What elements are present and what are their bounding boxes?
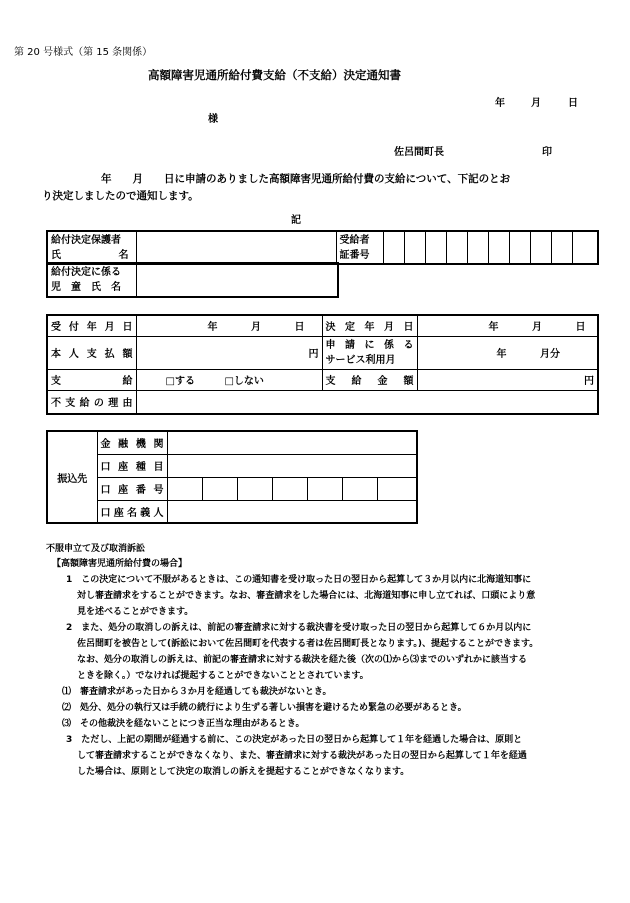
payment-choice [136,369,322,390]
date-day: 日 [568,98,578,109]
cert-digit[interactable] [383,231,404,264]
account-number-label: 口座番号 [97,477,167,500]
decision-date-label: 決定年月日 [322,315,417,336]
cert-digit[interactable] [467,231,488,264]
guardian-name-label: 給付決定保護者 氏 名 [47,231,136,264]
bank-label: 金融機関 [97,431,167,454]
date-month: 月 [531,98,541,109]
account-digit[interactable] [167,477,202,500]
note-item-2: ⑵ 処分、処分の執行又は手続の続行により生ずる著しい損害を避けるため緊急の必要があるとき。 [62,703,467,713]
child-name-field[interactable] [136,263,338,297]
received-date-label: 受付年月日 [47,315,136,336]
reason-field[interactable] [136,390,598,414]
notes-heading: 不服申立て及び取消訴訟 [46,544,146,554]
cert-digit[interactable] [509,231,530,264]
account-type-field[interactable] [167,454,417,477]
note-1-line-1: 1 この決定について不服があるときは、この通知書を受け取った日の翌日から起算して３か月以内に北海道知事に [66,575,532,585]
payment-yes-checkbox[interactable]: □する [165,376,195,387]
note-3-line-2: して審査請求することができなくなり、また、審査請求に対する裁決があった日の翌日から起算して１年を経過 [77,751,527,761]
note-1-line-3: 見を述べることができます。 [77,607,194,617]
payment-label: 支 給 [47,369,136,390]
transfer-label: 振込先 [47,431,97,523]
form-number: 第 20 号様式（第 15 条関係） [14,47,153,58]
account-holder-field[interactable] [167,500,417,523]
note-1-line-2: 対し審査請求をすることができます。なお、審査請求をした場合には、北海道知事に申し立てれば、口頭により意 [77,591,536,601]
account-digit[interactable] [342,477,377,500]
cert-digit[interactable] [488,231,509,264]
account-type-label: 口座種目 [97,454,167,477]
cert-digit[interactable] [446,231,467,264]
account-holder-label: 口座名義人 [97,500,167,523]
cert-digit[interactable] [530,231,551,264]
reason-label: 不支給の理由 [47,390,136,414]
account-digit[interactable] [307,477,342,500]
account-digit[interactable] [377,477,417,500]
guardian-name-field[interactable] [136,231,336,264]
bank-field[interactable] [167,431,417,454]
amount-label: 支給金額 [322,369,417,390]
intro-line-1: 年 月 日に申請のありました高額障害児通所給付費の支給について、下記のとお [101,173,511,185]
service-month-label: 申 請 に 係 る サービス利用月 [322,336,417,369]
cert-digit[interactable] [404,231,425,264]
account-digit[interactable] [272,477,307,500]
self-pay-field[interactable]: 円 [136,336,322,369]
addressee-suffix: 様 [208,114,218,125]
account-digit[interactable] [237,477,272,500]
payment-no-checkbox[interactable]: □しない [224,376,264,387]
ki-label: 記 [291,215,301,226]
recipient-cert-label: 受給者 証番号 [336,231,383,264]
service-month-field[interactable]: 年 月分 [417,336,598,369]
self-pay-label: 本人支払額 [47,336,136,369]
date-year: 年 [495,98,505,109]
note-2-line-2: 佐呂間町を被告として(訴訟において佐呂間町を代表する者は佐呂間町長となります。)、提起することができます。 [77,639,539,649]
account-digit[interactable] [202,477,237,500]
received-date-field[interactable]: 年 月 日 [136,315,322,336]
note-3-line-3: した場合は、原則として決定の取消しの訴えを提起することができなくなります。 [77,767,410,777]
child-table [46,262,339,298]
note-item-1: ⑴ 審査請求があった日から３か月を経過しても裁決がないとき。 [62,687,332,697]
decision-date-field[interactable]: 年 月 日 [417,315,598,336]
intro-line-2: り決定しましたので通知します。 [42,190,199,202]
transfer-table [46,430,418,524]
note-2-line-4: ときを除く。）でなければ提起することができないこととされています。 [77,671,369,681]
notes-subheading: 【高額障害児通所給付費の場合】 [52,559,188,569]
child-name-label: 給付決定に係る 児 童 氏 名 [47,263,136,297]
seal-mark: 印 [542,147,552,158]
note-2-line-1: 2 また、処分の取消しの訴えは、前記の審査請求に対する裁決書を受け取った日の翌日から起算して６か月以内に [66,623,532,633]
note-3-line-1: 3 ただし、上記の期間が経過する前に、この決定があった日の翌日から起算して１年を経過した場合は、原則と [66,735,523,745]
guardian-table [46,230,599,265]
decision-table [46,314,599,415]
document-title: 高額障害児通所給付費支給（不支給）決定通知書 [148,68,401,82]
cert-digit[interactable] [572,231,598,264]
note-2-line-3: なお、処分の取消しの訴えは、前記の審査請求に対する裁決を経た後（次の⑴から⑶までのいずれかに該当する [77,655,528,665]
amount-field[interactable]: 円 [417,369,598,390]
issuer-name: 佐呂間町長 [394,147,444,158]
note-item-3: ⑶ その他裁決を経ないことにつき正当な理由があるとき。 [62,719,305,729]
cert-digit[interactable] [551,231,572,264]
cert-digit[interactable] [425,231,446,264]
